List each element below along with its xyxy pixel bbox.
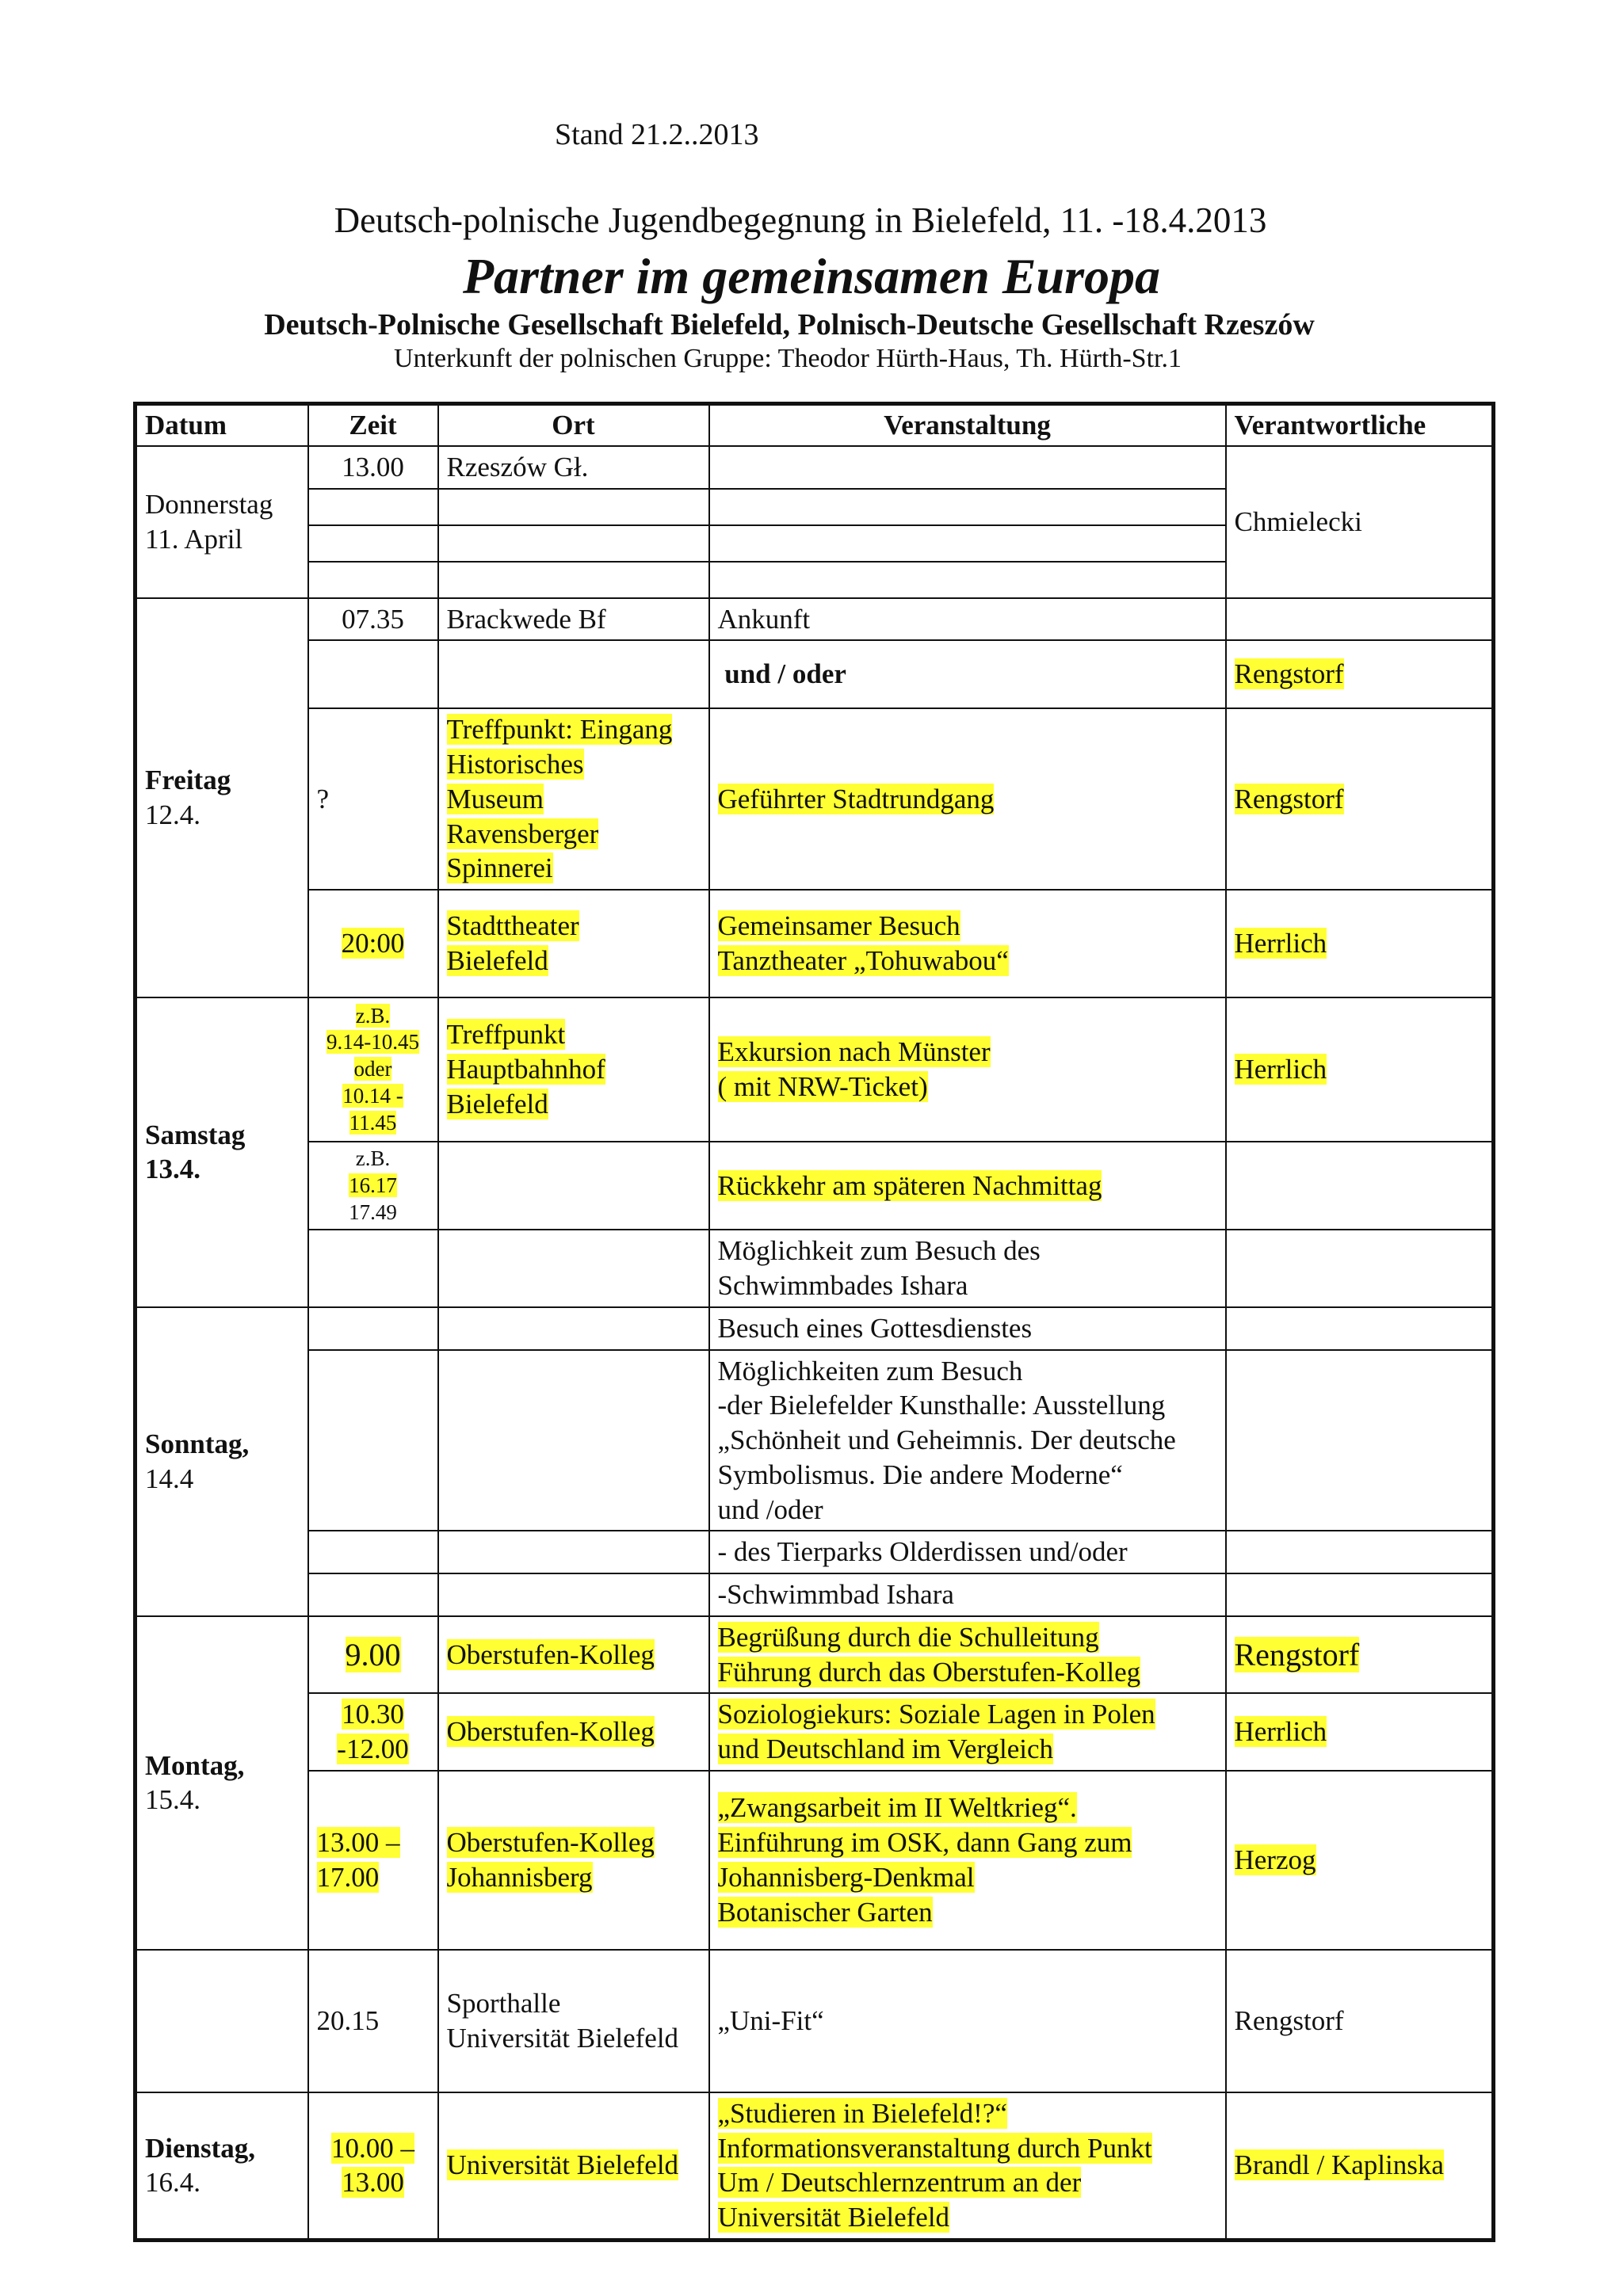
schedule-table [133, 402, 1495, 2242]
place-cell: Rzeszów Gł. [438, 446, 709, 489]
table-row [136, 1230, 1494, 1307]
resp-cell [1226, 598, 1494, 641]
resp-cell: Brandl / Kaplinska [1226, 2092, 1494, 2241]
table-row [136, 1771, 1494, 1950]
event-cell: Ankunft [709, 598, 1226, 641]
day-cell-friday: Freitag 12.4. [136, 598, 308, 998]
place-cell: Sporthalle Universität Bielefeld [438, 1950, 709, 2092]
event-cell: Rückkehr am späteren Nachmittag [709, 1142, 1226, 1230]
event-cell: „Uni-Fit“ [709, 1950, 1226, 2092]
time-cell: 20:00 [308, 890, 438, 997]
event-cell [709, 446, 1226, 489]
event-cell: „Zwangsarbeit im II Weltkrieg“. Einführung im OSK, dann Gang zum Johannisberg-Denkmal Botanischer Garten [709, 1771, 1226, 1950]
table-row [136, 890, 1494, 997]
organizers: Deutsch-Polnische Gesellschaft Bielefeld, Polnisch-Deutsche Gesellschaft Rzeszów [264, 308, 1315, 341]
resp-cell: Rengstorf [1226, 1950, 1494, 2092]
resp-cell: Herrlich [1226, 890, 1494, 997]
event-cell: „Studieren in Bielefeld!?“ Informationsveranstaltung durch Punkt Um / Deutschlernzentrum an der Universität Bielefeld [709, 2092, 1226, 2241]
event-cell: Begrüßung durch die Schulleitung Führung durch das Oberstufen-Kolleg [709, 1616, 1226, 1694]
day-cell-saturday: Samstag 13.4. [136, 997, 308, 1307]
resp-cell: Rengstorf [1226, 640, 1494, 708]
lodging-info: Unterkunft der polnischen Gruppe: Theodor Hürth-Haus, Th. Hürth-Str.1 [393, 344, 1182, 373]
day-cell-thursday: Donnerstag 11. April [136, 446, 308, 598]
event-cell: und / oder [709, 640, 1226, 708]
col-datum: Datum [136, 404, 308, 446]
event-cell: Soziologiekurs: Soziale Lagen in Polen und Deutschland im Vergleich [709, 1693, 1226, 1771]
time-cell: z.B. 16.17 17.49 [308, 1142, 438, 1230]
header-row [136, 404, 1494, 446]
table-row [136, 2092, 1494, 2241]
col-ort: Ort [438, 404, 709, 446]
place-cell: Brackwede Bf [438, 598, 709, 641]
table-row [136, 1350, 1494, 1531]
time-cell: 07.35 [308, 598, 438, 641]
event-subtitle: Deutsch-polnische Jugendbegegnung in Bielefeld, 11. -18.4.2013 [334, 200, 1267, 240]
event-cell: Möglichkeiten zum Besuch -der Bielefelder Kunsthalle: Ausstellung „Schönheit und Geheimnis. Der deutsche Symbolismus. Die andere Moderne“ und /oder [709, 1350, 1226, 1531]
stand-date: Stand 21.2..2013 [555, 118, 759, 151]
col-veranstaltung: Veranstaltung [709, 404, 1226, 446]
time-cell: 13.00 [308, 446, 438, 489]
day-cell-tuesday: Dienstag, 16.4. [136, 2092, 308, 2241]
resp-cell: Rengstorf [1226, 708, 1494, 890]
table-row [136, 640, 1494, 708]
event-cell: Gemeinsamer Besuch Tanztheater „Tohuwabou“ [709, 890, 1226, 997]
table-row [136, 1616, 1494, 1694]
table-row [136, 598, 1494, 641]
resp-cell: Chmielecki [1226, 446, 1494, 598]
place-cell: Treffpunkt Hauptbahnhof Bielefeld [438, 997, 709, 1142]
table-row [136, 1531, 1494, 1573]
place-cell: Oberstufen-Kolleg [438, 1693, 709, 1771]
time-cell: 13.00 – 17.00 [308, 1771, 438, 1950]
event-cell: Möglichkeit zum Besuch des Schwimmbades Ishara [709, 1230, 1226, 1307]
table-row [136, 1307, 1494, 1350]
time-cell: 10.30 -12.00 [308, 1693, 438, 1771]
event-cell: Exkursion nach Münster ( mit NRW-Ticket) [709, 997, 1226, 1142]
table-row [136, 1950, 1494, 2092]
table-row [136, 1142, 1494, 1230]
table-row [136, 997, 1494, 1142]
event-cell: Geführter Stadtrundgang [709, 708, 1226, 890]
day-cell-monday: Montag, 15.4. [136, 1616, 308, 1950]
table-row [136, 708, 1494, 890]
table-row [136, 1693, 1494, 1771]
event-cell: -Schwimmbad Ishara [709, 1573, 1226, 1616]
place-cell: Universität Bielefeld [438, 2092, 709, 2241]
resp-cell: Herzog [1226, 1771, 1494, 1950]
time-cell: 9.00 [308, 1616, 438, 1694]
col-verantwortliche: Verantwortliche [1226, 404, 1494, 446]
col-zeit: Zeit [308, 404, 438, 446]
resp-cell: Herrlich [1226, 997, 1494, 1142]
page-title: Partner im gemeinsamen Europa [462, 248, 1161, 304]
table-row [136, 1573, 1494, 1616]
time-cell: 20.15 [308, 1950, 438, 2092]
table-row [136, 446, 1494, 489]
time-cell: z.B. 9.14-10.45 oder 10.14 - 11.45 [308, 997, 438, 1142]
resp-cell: Rengstorf [1226, 1616, 1494, 1694]
day-cell-sunday: Sonntag, 14.4 [136, 1307, 308, 1616]
resp-cell: Herrlich [1226, 1693, 1494, 1771]
place-cell: Treffpunkt: Eingang Historisches Museum Ravensberger Spinnerei [438, 708, 709, 890]
event-cell: - des Tierparks Olderdissen und/oder [709, 1531, 1226, 1573]
time-cell: ? [308, 708, 438, 890]
place-cell: Stadttheater Bielefeld [438, 890, 709, 997]
place-cell: Oberstufen-Kolleg [438, 1616, 709, 1694]
place-cell: Oberstufen-Kolleg Johannisberg [438, 1771, 709, 1950]
event-cell: Besuch eines Gottesdienstes [709, 1307, 1226, 1350]
time-cell: 10.00 – 13.00 [308, 2092, 438, 2241]
